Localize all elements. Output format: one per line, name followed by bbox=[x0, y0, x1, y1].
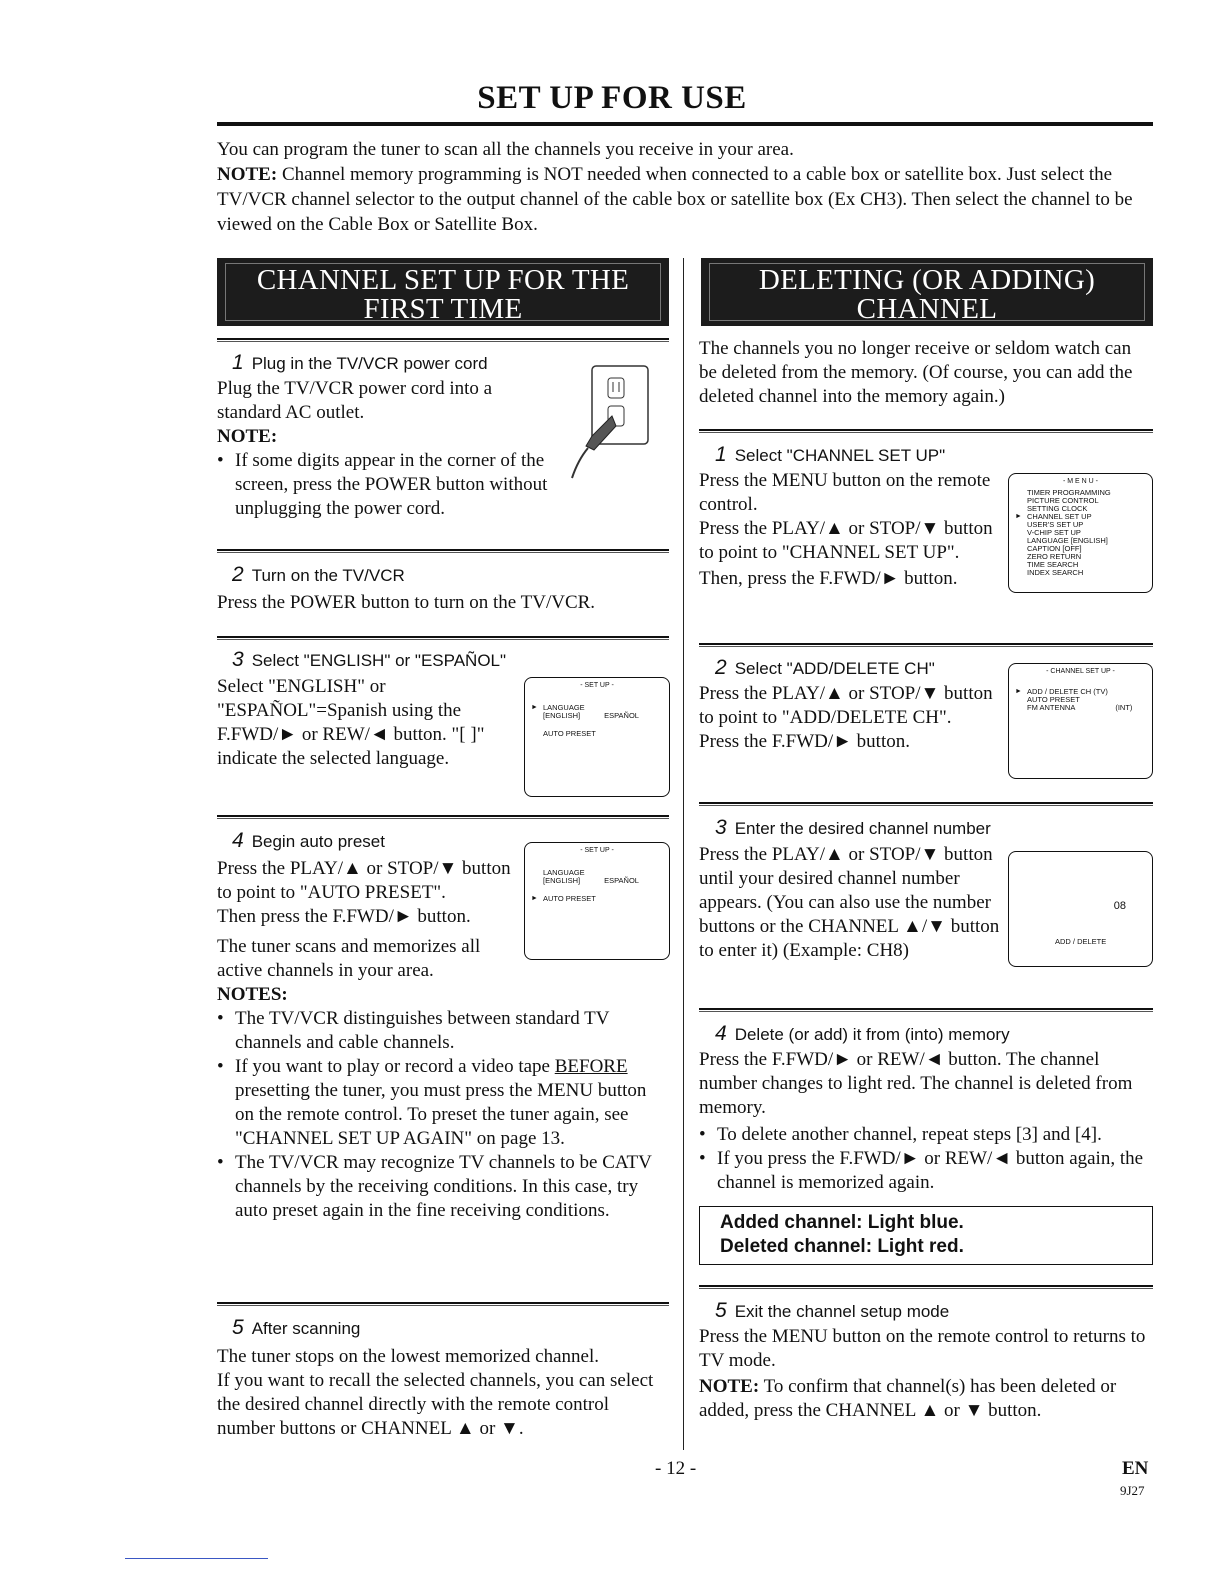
menu-screen: - M E N U - TIMER PROGRAMMING PICTURE CONTROL SETTING CLOCK ► CHANNEL SET UP USER'S SET UP V-CHIP SET UP LANGUAGE [ENGLISH] CAPTION [OFF] ZERO RETURN TIME SEARCH INDEX SEARCH bbox=[1008, 473, 1153, 593]
section-rule bbox=[699, 1008, 1153, 1010]
added-channel-note: Added channel: Light blue. bbox=[720, 1212, 964, 1233]
note-bullet: • If you press the F.FWD/► or REW/◄ button again, the channel is memorized again. bbox=[699, 1147, 1153, 1195]
left-banner-line1: CHANNEL SET UP FOR THE bbox=[256, 264, 630, 296]
section-rule bbox=[699, 429, 1153, 431]
channel-number-screen bbox=[1008, 851, 1153, 967]
column-divider bbox=[683, 258, 684, 1450]
right-step2-heading: 2 Select "ADD/DELETE CH" bbox=[715, 656, 935, 679]
channel-number: 08 bbox=[1113, 900, 1126, 912]
blue-mark bbox=[125, 1558, 268, 1559]
ac-outlet-illustration bbox=[564, 360, 660, 480]
right-intro: The channels you no longer receive or seldom watch can be deleted from the memory. (Of course, you can add the deleted channel into the memory again.) bbox=[699, 338, 1133, 407]
section-rule bbox=[217, 1302, 669, 1304]
page-title: SET UP FOR USE bbox=[477, 80, 747, 116]
intro bbox=[217, 137, 1152, 237]
title-rule bbox=[217, 122, 1153, 126]
left-step5-body: The tuner stops on the lowest memorized channel. If you want to recall the selected channels, you can select the desired channel directly with the remote control number buttons or CHANNEL ▲ or ▼. bbox=[217, 1346, 654, 1439]
section-rule bbox=[217, 636, 669, 638]
right-step1-heading: 1 Select "CHANNEL SET UP" bbox=[715, 443, 946, 466]
note-label: NOTE: bbox=[699, 1376, 760, 1397]
right-step3-body: Press the PLAY/▲ or STOP/▼ button until your desired channel number appears. (You can also use the number buttons or the CHANNEL ▲/▼ button to enter it) (Example: CH8) bbox=[699, 844, 1000, 961]
section-rule bbox=[217, 338, 669, 340]
note-label: NOTE: bbox=[217, 164, 278, 185]
right-banner bbox=[701, 258, 1153, 326]
left-step5-heading: 5 After scanning bbox=[232, 1316, 361, 1339]
note-bullet: • The TV/VCR may recognize TV channels to be CATV channels by the receiving conditions. In this case, try auto preset again in the fine receiving conditions. bbox=[217, 1151, 669, 1223]
color-legend-box bbox=[699, 1206, 1153, 1265]
step1-bullet: • If some digits appear in the corner of the screen, press the POWER button without unplugging the power cord. bbox=[217, 449, 557, 521]
step1-note-label: NOTE: bbox=[217, 426, 278, 447]
section-rule bbox=[217, 549, 669, 551]
section-rule bbox=[217, 815, 669, 817]
left-step3-body: Select "ENGLISH" or "ESPAÑOL"=Spanish using the F.FWD/► or REW/◄ button. "[ ]" indicate the selected language. bbox=[217, 676, 485, 769]
left-step2-body: Press the POWER button to turn on the TV/VCR. bbox=[217, 592, 596, 613]
left-step2-heading: 2 Turn on the TV/VCR bbox=[232, 563, 405, 586]
left-step4-body-a: Press the PLAY/▲ or STOP/▼ button to point to "AUTO PRESET". Then press the F.FWD/► button. bbox=[217, 858, 511, 927]
step1-text: Plug the TV/VCR power cord into a standard AC outlet. bbox=[217, 378, 493, 423]
document-code: 9J27 bbox=[1120, 1483, 1145, 1498]
setup-screen-auto-preset: - SET UP - LANGUAGE [ENGLISH] ESPAÑOL ► AUTO PRESET bbox=[524, 842, 670, 960]
right-step5-body: Press the MENU button on the remote control to returns to TV mode. NOTE: To confirm that channel(s) has been deleted or added, press the CHANNEL ▲ or ▼ button. bbox=[699, 1326, 1146, 1421]
add-delete-label: ADD / DELETE bbox=[1055, 937, 1107, 946]
left-step4-body-b: The tuner scans and memorizes all active channels in your area. NOTES: • The TV/VCR distinguishes between standard TV channels and cable channels. • If you want to play or record a video tape BEFORE presetting the tuner, you must press the MENU button on the remote control. To preset the tuner again, see "CHANNEL SET UP AGAIN" on page 13. • The TV/VCR may recognize TV channels to be CATV channels by the receiving conditions. In this case, try auto preset again in the fine receiving conditions. bbox=[217, 935, 669, 1223]
language-code: EN bbox=[1122, 1458, 1149, 1479]
right-step1-body: Press the MENU button on the remote control. Press the PLAY/▲ or STOP/▼ button to point to "CHANNEL SET UP". Then, press the F.FWD/► button. bbox=[699, 470, 993, 589]
page-number: - 12 - bbox=[655, 1458, 697, 1479]
notes-label: NOTES: bbox=[217, 984, 288, 1005]
left-step4-heading: 4 Begin auto preset bbox=[232, 829, 385, 852]
note-bullet: • The TV/VCR distinguishes between standard TV channels and cable channels. bbox=[217, 1007, 669, 1055]
note-text: Channel memory programming is NOT needed when connected to a cable box or satellite box. Just select the TV/VCR channel selector to the output channel of the cable box or satellite box (Ex CH3). Then select the channel to be viewed on the Cable Box or Satellite Box. bbox=[217, 164, 1133, 235]
right-step3-heading: 3 Enter the desired channel number bbox=[715, 816, 991, 839]
right-step4-heading: 4 Delete (or add) it from (into) memory bbox=[715, 1022, 1010, 1045]
left-banner bbox=[217, 258, 669, 326]
right-step4-body: Press the F.FWD/► or REW/◄ button. The channel number changes to light red. The channel is deleted from memory. • To delete another channel, repeat steps [3] and [4]. • If you press the F.FWD/► or REW/◄ button again, the channel is memorized again. bbox=[699, 1048, 1153, 1195]
deleted-channel-note: Deleted channel: Light red. bbox=[720, 1236, 964, 1257]
section-rule bbox=[699, 802, 1153, 804]
note-bullet: • To delete another channel, repeat steps [3] and [4]. bbox=[699, 1123, 1153, 1147]
left-step3-heading: 3 Select "ENGLISH" or "ESPAÑOL" bbox=[232, 648, 507, 671]
intro-note bbox=[217, 162, 1152, 237]
left-banner-line2: FIRST TIME bbox=[363, 293, 523, 325]
right-step5-heading: 5 Exit the channel setup mode bbox=[715, 1299, 950, 1322]
note-bullet: • If you want to play or record a video tape BEFORE presetting the tuner, you must press the MENU button on the remote control. To preset the tuner again, see "CHANNEL SET UP AGAIN" on page 13. bbox=[217, 1055, 669, 1151]
setup-screen-language: - SET UP - ► LANGUAGE [ENGLISH] ESPAÑOL AUTO PRESET bbox=[524, 677, 670, 797]
right-banner-line2: CHANNEL bbox=[856, 293, 998, 325]
section-rule bbox=[699, 1285, 1153, 1287]
right-banner-line1: DELETING (OR ADDING) bbox=[758, 264, 1096, 296]
section-rule bbox=[699, 643, 1153, 645]
channel-setup-screen: - CHANNEL SET UP - ► ADD / DELETE CH (TV) AUTO PRESET FM ANTENNA (INT) bbox=[1008, 663, 1153, 779]
right-step2-body: Press the PLAY/▲ or STOP/▼ button to point to "ADD/DELETE CH". Press the F.FWD/► button. bbox=[699, 683, 993, 752]
intro-line: You can program the tuner to scan all the channels you receive in your area. bbox=[217, 139, 794, 160]
left-step1-body bbox=[217, 377, 548, 521]
left-step1-heading: 1 Plug in the TV/VCR power cord bbox=[232, 351, 488, 374]
